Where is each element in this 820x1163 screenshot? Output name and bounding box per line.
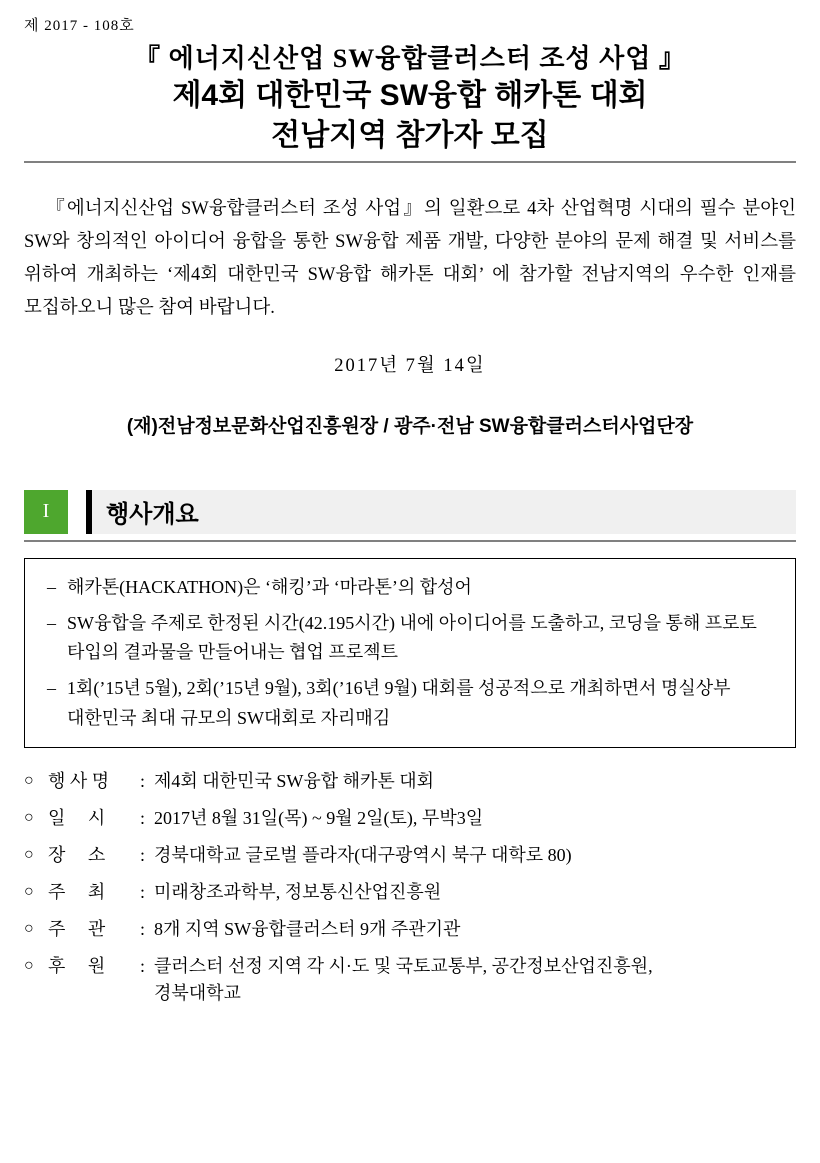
- row-value: [154, 953, 796, 1007]
- section-header: [24, 490, 796, 534]
- section-divider: [24, 540, 796, 542]
- title-line-3: 전남지역 참가자 모집: [271, 118, 549, 152]
- intro-text: 『에너지신산업 SW융합클러스터 조성 사업』의 일환으로 4차 산업혁명 시대의 필수 분야인 SW와 창의적인 아이디어 융합을 통한 SW융합 제품 개발, 다양한 분야의 문제 해결 및 서비스를 위하여 개최하는 ‘제4회 대한민국 SW융합 해카톤 대회’ 에 참가할 전남지역의 우수한 인재를 모집하오니 많은 참여 바랍니다.: [24, 199, 796, 319]
- document-number: 제 2017 - 108호: [24, 18, 135, 34]
- circle-bullet-icon: ○: [24, 882, 34, 900]
- circle-bullet-icon: ○: [24, 808, 34, 826]
- title-line-2: 제4회 대한민국 SW융합 해카톤 대회: [172, 79, 648, 113]
- list-item: [47, 573, 777, 602]
- list-item-text: 해카톤(HACKATHON)은 ‘해킹’과 ‘마라톤’의 합성어: [67, 576, 472, 597]
- section-number: I: [24, 490, 68, 534]
- detail-row-event-name: [24, 768, 796, 795]
- circle-bullet-icon: ○: [24, 919, 34, 937]
- list-item: [47, 674, 777, 732]
- row-colon: :: [140, 844, 146, 865]
- row-colon: :: [140, 770, 146, 791]
- dash-bullet-icon: –: [47, 678, 56, 699]
- row-value: 제4회 대한민국 SW융합 해카톤 대회: [154, 770, 435, 791]
- title-divider: [24, 161, 796, 163]
- title-line-1: 『 에너지신산업 SW융합클러스터 조성 사업 』: [134, 44, 686, 73]
- detail-row-sponsor: [24, 953, 796, 1007]
- overview-box: [24, 558, 796, 748]
- row-label: 주 관: [48, 918, 106, 939]
- detail-rows: [24, 768, 796, 1007]
- row-colon: :: [140, 955, 146, 976]
- document-signature: (재)전남정보문화산업진흥원장 / 광주·전남 SW융합클러스터사업단장: [126, 415, 694, 437]
- detail-row-host: [24, 879, 796, 906]
- document-title-block: [24, 41, 796, 155]
- list-item-text: SW융합을 주제로 한정된 시간(42.195시간) 내에 아이디어를 도출하고, 코딩을 통해 프로토 타입의 결과물을 만들어내는 협업 프로젝트: [67, 613, 757, 663]
- detail-row-date: [24, 805, 796, 832]
- circle-bullet-icon: ○: [24, 771, 34, 789]
- detail-row-venue: [24, 842, 796, 869]
- circle-bullet-icon: ○: [24, 845, 34, 863]
- list-item: [47, 609, 777, 667]
- row-value: 2017년 8월 31일(목) ~ 9월 2일(토), 무박3일: [154, 807, 484, 828]
- row-label: 행 사 명: [48, 770, 110, 791]
- row-label: 일 시: [48, 807, 106, 828]
- circle-bullet-icon: ○: [24, 956, 34, 974]
- dash-bullet-icon: –: [47, 613, 56, 634]
- detail-row-organizer: [24, 916, 796, 943]
- row-colon: :: [140, 918, 146, 939]
- row-colon: :: [140, 881, 146, 902]
- row-colon: :: [140, 807, 146, 828]
- row-label: 후 원: [48, 955, 106, 976]
- row-value: 8개 지역 SW융합클러스터 9개 주관기관: [154, 918, 461, 939]
- row-value-text: 클러스터 선정 지역 각 시·도 및 국토교통부, 공간정보산업진흥원,: [154, 955, 653, 976]
- document-date: 2017년 7월 14일: [334, 355, 486, 376]
- row-value-continuation: 경북대학교: [154, 982, 241, 1003]
- list-item-text: 1회(’15년 5월), 2회(’15년 9월), 3회(’16년 9월) 대회를 성공적으로 개최하면서 명실상부 대한민국 최대 규모의 SW대회로 자리매김: [67, 678, 731, 728]
- row-label: 장 소: [48, 844, 106, 865]
- row-value: 미래창조과학부, 정보통신산업진흥원: [154, 881, 442, 902]
- intro-paragraph: [24, 193, 796, 325]
- row-label: 주 최: [48, 881, 106, 902]
- dash-bullet-icon: –: [47, 576, 56, 597]
- row-value: 경북대학교 글로벌 플라자(대구광역시 북구 대학로 80): [154, 844, 572, 865]
- section-title: 행사개요: [92, 490, 796, 534]
